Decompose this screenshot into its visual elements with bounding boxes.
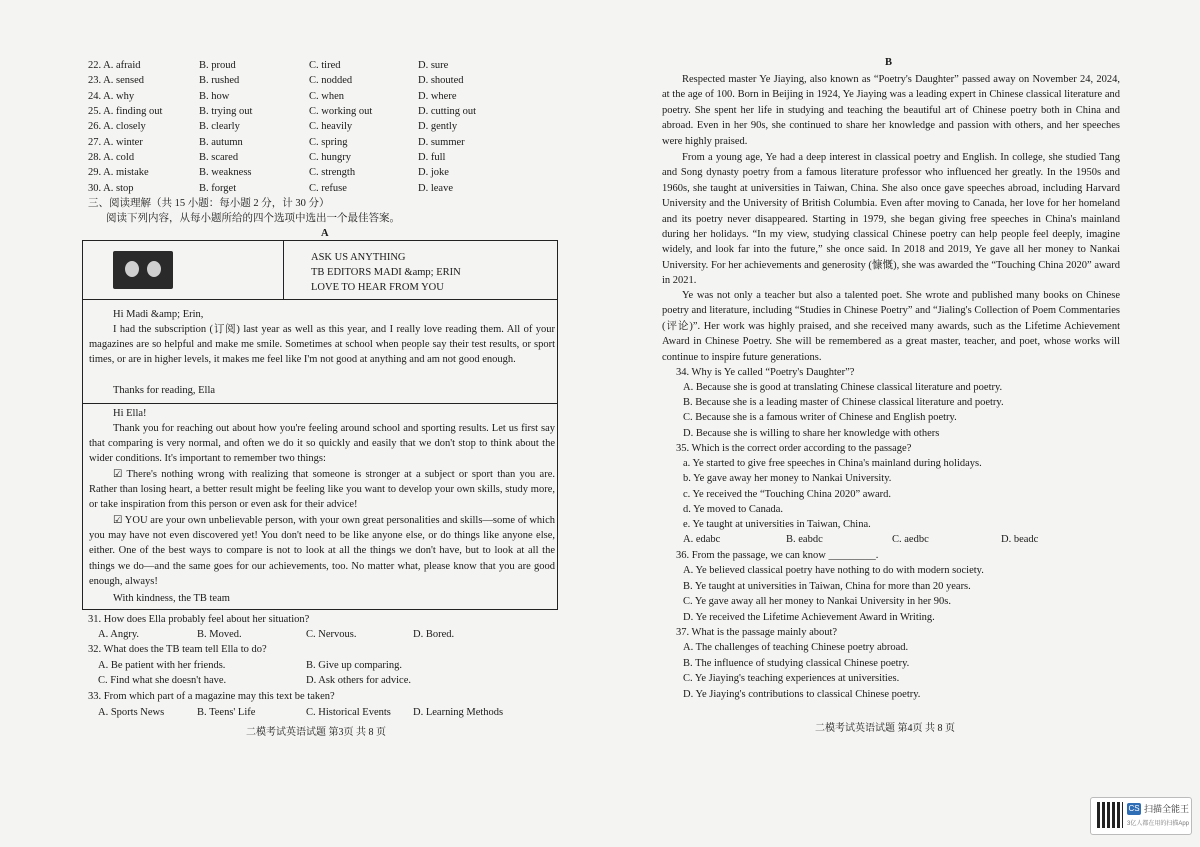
option-a: A. Angry.: [98, 629, 140, 640]
page-footer: 二模考试英语试题 第3页 共 8 页: [246, 727, 386, 738]
question-35: 35. Which is the correct order according to the passage?: [676, 443, 912, 454]
option-a: 30. A. stop: [88, 183, 134, 194]
reply-greeting: Hi Ella!: [113, 408, 147, 419]
letter-body: I had the subscription (订阅) last year as well as this year, and I really love reading them. All of your magazines are so helpful and make me smile. Sometimes at school when people say their test results, or sport times, or are in higher levels, it makes me feel like I'm not good at anything and am not good enough.: [89, 324, 555, 366]
option-a: A. Ye believed classical poetry have nothing to do with modern society.: [683, 565, 984, 576]
option-a: 26. A. closely: [88, 121, 146, 132]
option-c: C. refuse: [309, 183, 347, 194]
letter-greeting: Hi Madi &amp; Erin,: [113, 309, 204, 320]
option-c: C. tired: [309, 60, 341, 71]
option-a: 23. A. sensed: [88, 75, 144, 86]
option-a: 24. A. why: [88, 91, 135, 102]
option-c: C. Because she is a famous writer of Chinese and English poetry.: [683, 412, 957, 423]
header-line: LOVE TO HEAR FROM YOU: [311, 282, 444, 293]
option-b: B. Moved.: [197, 629, 242, 640]
divider: [83, 403, 557, 404]
scanner-tagline: 3亿人都在用的扫描App: [1127, 821, 1190, 827]
camscanner-logo-icon: CS: [1128, 804, 1140, 813]
header-line: ASK US ANYTHING: [311, 252, 406, 263]
option-b: B. scared: [199, 152, 239, 163]
option-b: B. The influence of studying classical Chinese poetry.: [683, 658, 910, 669]
option-a: A. Be patient with her friends.: [98, 660, 226, 671]
section-instruction: 阅读下列内容，从每小题所给的四个选项中选出一个最佳答案。: [106, 213, 400, 224]
question-34: 34. Why is Ye called “Poetry's Daughter”?: [676, 367, 855, 378]
scanner-badge: [1090, 797, 1192, 835]
editor-face: [125, 261, 139, 277]
reply-paragraph: ☑ YOU are your own unbelievable person, with your own great personalities and skills—some of which you may have not even discovered yet! You don't need to be like anyone else, or do things like anyone else, either. One of the best ways to compare is not to look at all the things we don't have, but to look at all the things we do—and the same goes for our achievements, too. No matter what, please know that you are good enough, always!: [89, 515, 555, 587]
option-c: C. working out: [309, 106, 373, 117]
option-b: B. proud: [199, 60, 236, 71]
option-a: A. The challenges of teaching Chinese poetry abroad.: [683, 642, 909, 653]
option-c: C. Nervous.: [306, 629, 357, 640]
option-b: B. clearly: [199, 121, 240, 132]
qr-code-icon: [1097, 802, 1123, 828]
option-d: D. shouted: [418, 75, 464, 86]
option-a: 28. A. cold: [88, 152, 135, 163]
reply-sign: With kindness, the TB team: [113, 593, 230, 604]
passage-a-box: [82, 240, 558, 610]
option-c: C. aedbc: [892, 534, 929, 545]
editors-photo: [113, 251, 173, 289]
option-a: 25. A. finding out: [88, 106, 163, 117]
option-b: B. autumn: [199, 137, 243, 148]
option-c: C. Ye gave away all her money to Nankai University in her 90s.: [683, 596, 951, 607]
option-b: B. how: [199, 91, 230, 102]
option-a: A. Because she is good at translating Chinese classical literature and poetry.: [683, 382, 1003, 393]
header-line: TB EDITORS MADI &amp; ERIN: [311, 267, 461, 278]
option-d: D. gently: [418, 121, 458, 132]
option-b: B. Ye taught at universities in Taiwan, China for more than 20 years.: [683, 581, 971, 592]
passage-letter-b: B: [885, 57, 893, 68]
option-c: C. heavily: [309, 121, 353, 132]
option-a: 22. A. afraid: [88, 60, 141, 71]
box-header: [83, 241, 557, 300]
option-c: C. strength: [309, 167, 356, 178]
option-a: A. Sports News: [98, 707, 165, 718]
option-c: C. nodded: [309, 75, 353, 86]
option-c: C. Ye Jiaying's teaching experiences at universities.: [683, 673, 900, 684]
option-d: D. Bored.: [413, 629, 455, 640]
option-d: D. Ask others for advice.: [306, 675, 411, 686]
option-d: D. sure: [418, 60, 449, 71]
option-b: B. forget: [199, 183, 237, 194]
option-d: D. Learning Methods: [413, 707, 504, 718]
passage-letter-a: A: [321, 228, 329, 239]
option-d: D. Ye Jiaying's contributions to classical Chinese poetry.: [683, 689, 921, 700]
reply-paragraph: Thank you for reaching out about how you're feeling around school and sporting results. Let us first say that comparing is very normal, and often we do it so quickly and easily that we don't stop to think about the wider conditions. It's important to remember two things:: [89, 423, 555, 465]
option-c: C. Find what she doesn't have.: [98, 675, 227, 686]
question-36: 36. From the passage, we can know _________.: [676, 550, 879, 561]
event-a: a. Ye started to give free speeches in China's mainland during holidays.: [683, 458, 982, 469]
passage-paragraph: From a young age, Ye had a deep interest in classical poetry and English. In college, she studied Tang and Song dynasty poetry from a famous literature professor who influenced her greatly. In the 1950s and 1960s, she taught at universities in Taiwan, China. She also once gave speeches abroad, including Harvard University and the University of British Columbia. Even after moving to Canada, her love for her homeland and its poetry never disappeared. Starting in 1979, she began giving free speeches in China's mainland during her holidays. “In my view, studying classical Chinese poetry can help people feel deeply, imagine widely, and look far into the future,” she once said. In 2018 and 2019, Ye gave all her money to Nankai University. For her achievements and generosity (慷慨), she was awarded the “Touching China 2020” award in 2021.: [662, 152, 1120, 287]
option-b: B. trying out: [199, 106, 253, 117]
option-d: D. beadc: [1001, 534, 1039, 545]
option-c: C. spring: [309, 137, 348, 148]
page-footer: 二模考试英语试题 第4页 共 8 页: [815, 723, 955, 734]
option-d: D. joke: [418, 167, 449, 178]
option-d: D. cutting out: [418, 106, 477, 117]
question-31: 31. How does Ella probably feel about her situation?: [88, 614, 310, 625]
option-b: B. Because she is a leading master of Chinese classical literature and poetry.: [683, 397, 1004, 408]
option-a: 27. A. winter: [88, 137, 143, 148]
passage-paragraph: Respected master Ye Jiaying, also known as “Poetry's Daughter” passed away on November 24, 2024, at the age of 100. Born in Beijing in 1924, Ye Jiaying was a leading expert in Chinese classical literature and poetry. She spent her life in studying and teaching the beautiful art of Chinese poetry both in China and abroad. Even in her 90s, she continued to share her knowledge and passion with others, and her speeches were highly praised.: [662, 74, 1120, 147]
divider: [283, 241, 284, 299]
option-d: D. full: [418, 152, 446, 163]
reply-paragraph: ☑ There's nothing wrong with realizing that someone is stronger at a subject or sport than you are. Rather than losing heart, a better result might be feeling like you want to develop your own skills, study more, or take inspiration from this person or even ask for their advice!: [89, 469, 555, 511]
option-a: A. edabc: [683, 534, 721, 545]
option-d: D. summer: [418, 137, 465, 148]
option-c: C. when: [309, 91, 344, 102]
scanner-app-name: 扫描全能王: [1144, 804, 1190, 814]
option-c: C. Historical Events: [306, 707, 391, 718]
event-c: c. Ye received the “Touching China 2020” award.: [683, 489, 892, 500]
passage-paragraph: Ye was not only a teacher but also a talented poet. She wrote and published many books on Chinese poetry and literature, including “Studies in Chinese Poetry” and “Jialing's Collection of Poem Commentaries (评论)”. Her work was highly praised, and she received many awards, such as the Lifetime Achievement Award in Chinese Poetry. She will be remembered as a great master, teacher, and poet, whose works will continue to inspire future generations.: [662, 290, 1120, 363]
option-c: C. hungry: [309, 152, 351, 163]
option-d: D. Because she is willing to share her knowledge with others: [683, 428, 940, 439]
option-b: B. eabdc: [786, 534, 823, 545]
event-b: b. Ye gave away her money to Nankai University.: [683, 473, 892, 484]
question-37: 37. What is the passage mainly about?: [676, 627, 838, 638]
option-d: D. leave: [418, 183, 453, 194]
event-d: d. Ye moved to Canada.: [683, 504, 784, 515]
option-b: B. rushed: [199, 75, 240, 86]
option-b: B. Teens' Life: [197, 707, 256, 718]
event-e: e. Ye taught at universities in Taiwan, China.: [683, 519, 871, 530]
option-b: B. Give up comparing.: [306, 660, 402, 671]
section-heading: 三、阅读理解（共 15 小题：每小题 2 分，计 30 分）: [88, 198, 330, 209]
option-a: 29. A. mistake: [88, 167, 149, 178]
question-33: 33. From which part of a magazine may this text be taken?: [88, 691, 335, 702]
option-b: B. weakness: [199, 167, 252, 178]
option-d: D. Ye received the Lifetime Achievement Award in Writing.: [683, 612, 935, 623]
question-32: 32. What does the TB team tell Ella to do?: [88, 644, 267, 655]
editor-face: [147, 261, 161, 277]
option-d: D. where: [418, 91, 457, 102]
letter-sign: Thanks for reading, Ella: [113, 385, 216, 396]
